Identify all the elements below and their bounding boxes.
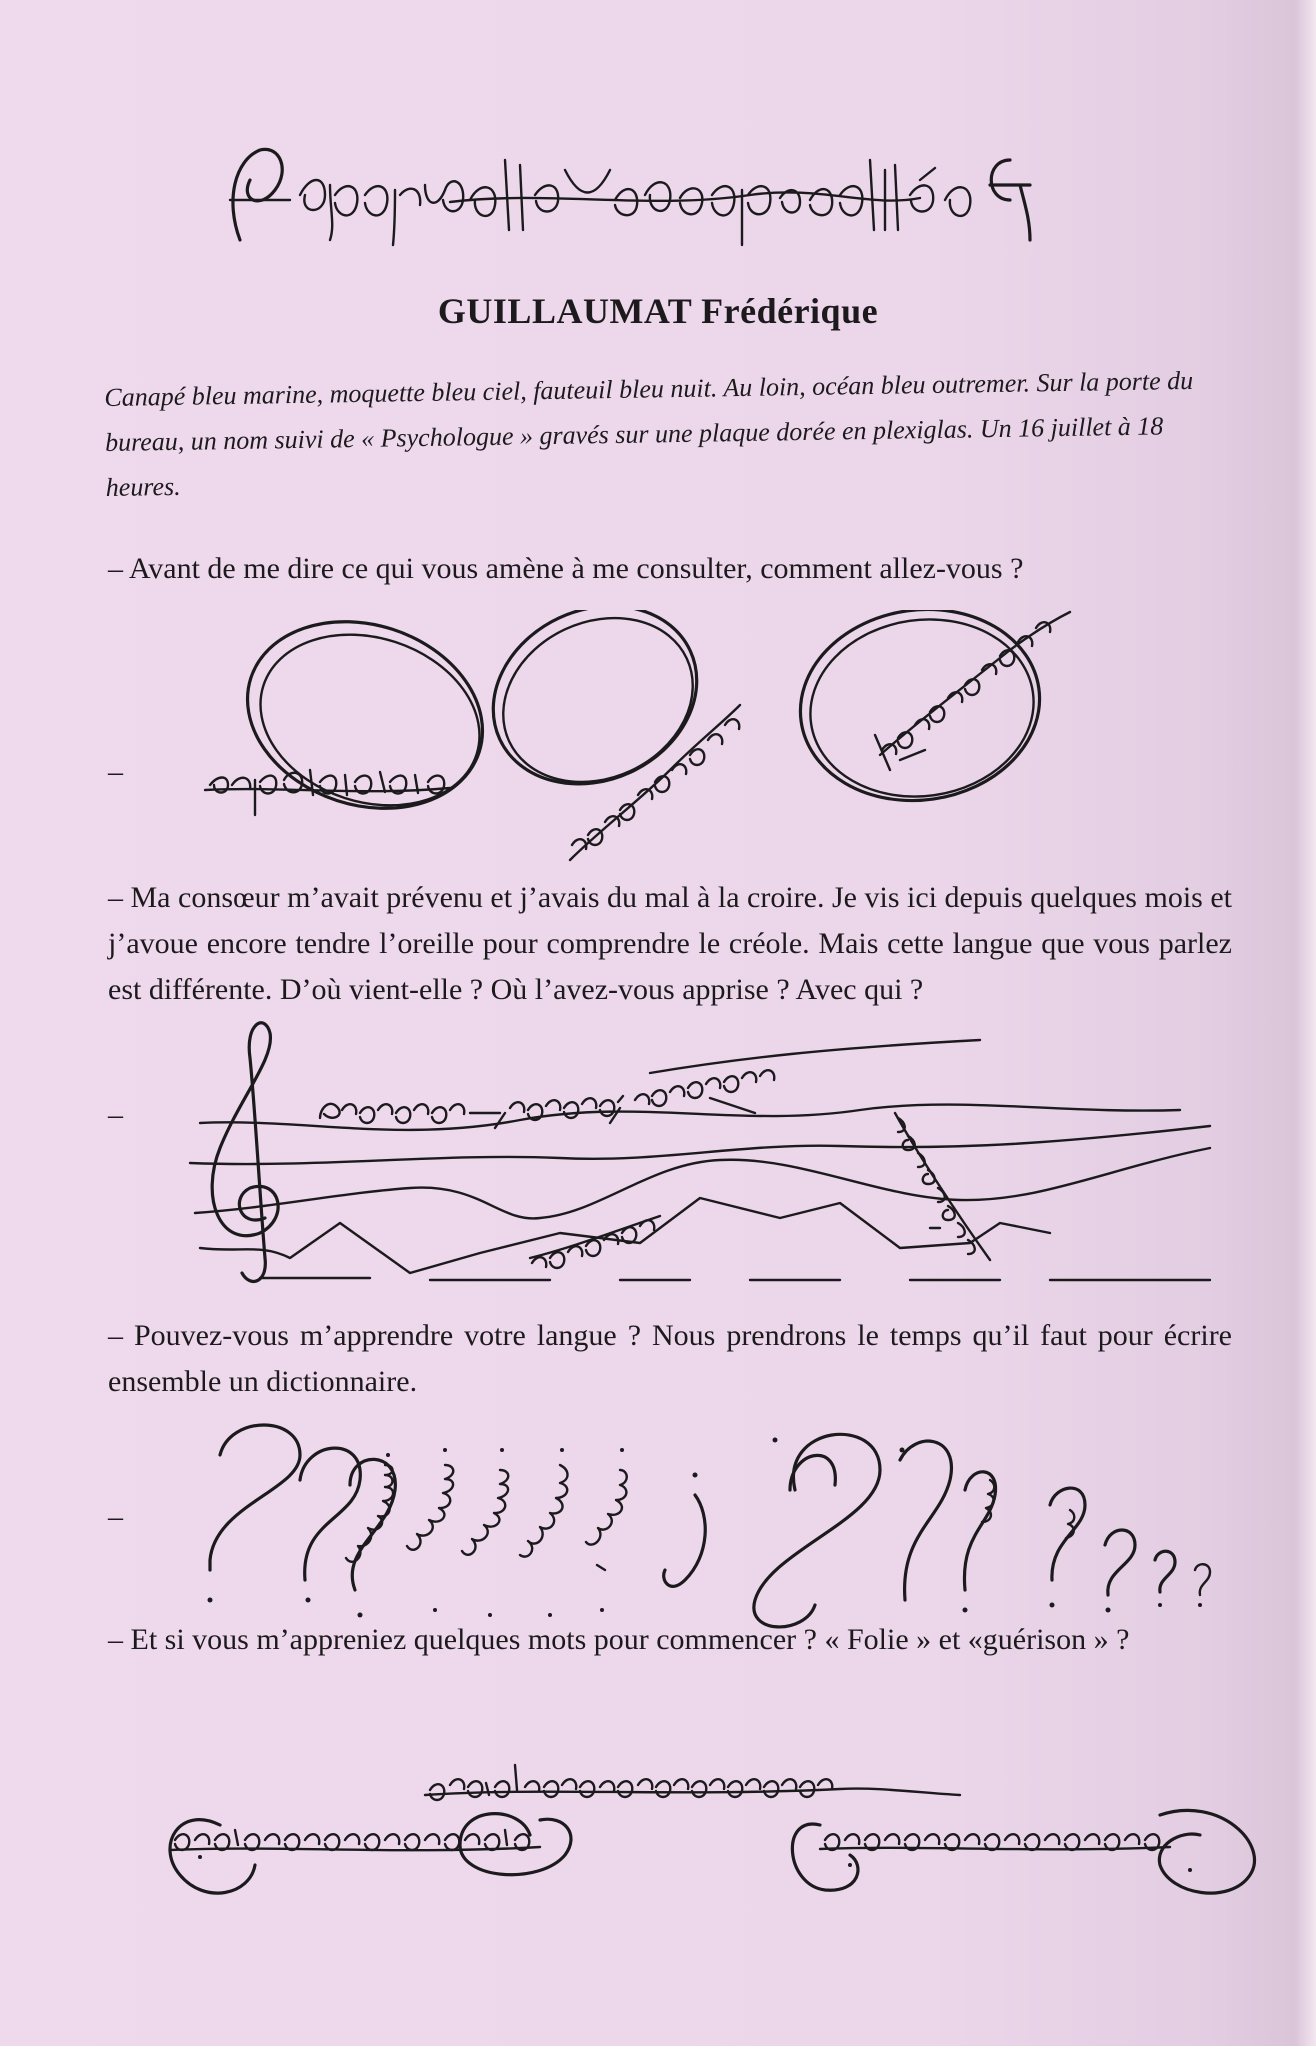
answer-drawing-1 xyxy=(200,610,1120,880)
dialogue-dash-1: – xyxy=(108,755,123,788)
dialogue-line-2: – Ma consœur m’avait prévenu et j’avais du mal à la croire. Je vis ici depuis quelques mois et j’avoue encore tendre l’oreille pour comprendre le créole. Mais cette langue que vous parlez est différente. D’où vient-elle ? Où l’avez-vous apprise ? Avec qui ? xyxy=(108,881,1232,1006)
dialogue-dash-2: – xyxy=(108,1098,123,1131)
dialogue-dash-3: – xyxy=(108,1500,123,1533)
dialogue-line-1: – Avant de me dire ce qui vous amène à me consulter, comment allez-vous ? xyxy=(108,552,1024,585)
intro-paragraph: Canapé bleu marine, moquette bleu ciel, fauteuil bleu nuit. Au loin, océan bleu outremer. Sur la porte du bureau, un nom suivi de « Psychologue » gravés sur une plaque dorée en plexiglas. Un 16 juillet à 18 heures. xyxy=(104,365,1194,502)
dialogue-line-3: – Pouvez-vous m’apprendre votre langue ? Nous prendrons le temps qu’il faut pour écrire ensemble un dictionnaire. xyxy=(108,1319,1232,1398)
answer-drawing-2 xyxy=(180,1018,1220,1298)
title-scribble-drawing xyxy=(220,140,1070,250)
author-name: GUILLAUMAT Frédérique xyxy=(437,291,879,331)
answer-drawing-4 xyxy=(160,1745,1280,1905)
dialogue-line-4: – Et si vous m’appreniez quelques mots pour commencer ? « Folie » et «guérison » ? xyxy=(108,1623,1130,1656)
answer-drawing-3 xyxy=(190,1410,1250,1630)
